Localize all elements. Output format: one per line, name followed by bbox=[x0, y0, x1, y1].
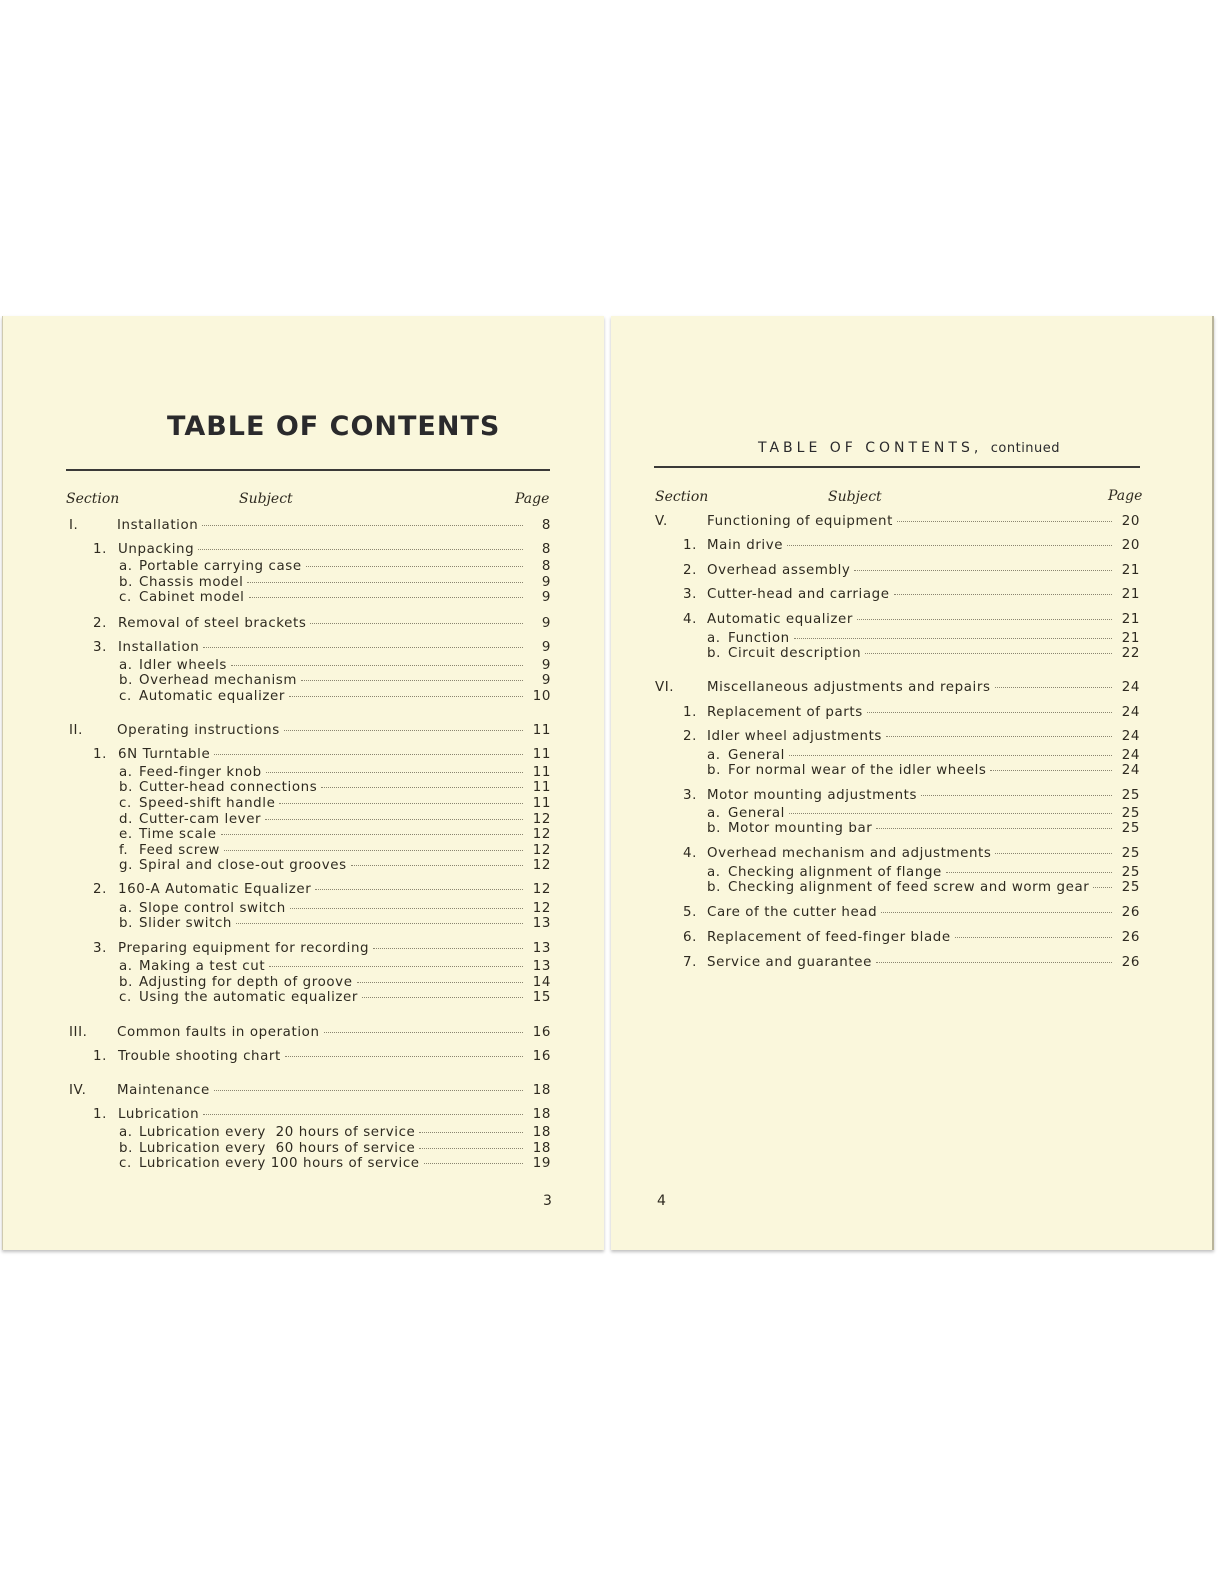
toc-entry-title: Motor mounting bar bbox=[728, 821, 873, 836]
toc-entry-title: Adjusting for depth of groove bbox=[139, 975, 353, 990]
toc-entry-number: 6. bbox=[683, 930, 697, 945]
toc-entry bbox=[119, 575, 551, 590]
toc-entry-page: 11 bbox=[532, 765, 551, 780]
toc-entry-page: 21 bbox=[1121, 587, 1140, 602]
toc-entry bbox=[707, 763, 1140, 778]
toc-entry bbox=[69, 1083, 551, 1098]
dot-leader bbox=[214, 754, 523, 755]
dot-leader bbox=[214, 1090, 523, 1091]
toc-entry bbox=[683, 788, 1140, 803]
toc-entry-title: Miscellaneous adjustments and repairs bbox=[707, 680, 991, 695]
toc-entry-page: 18 bbox=[532, 1083, 551, 1098]
toc-entry-title: Trouble shooting chart bbox=[118, 1049, 281, 1064]
toc-entry-page: 21 bbox=[1121, 563, 1140, 578]
dot-leader bbox=[269, 966, 523, 967]
dot-leader bbox=[289, 696, 523, 697]
toc-entry bbox=[93, 882, 551, 897]
toc-entry-title: Slope control switch bbox=[139, 901, 286, 916]
toc-entry-title: Maintenance bbox=[117, 1083, 210, 1098]
toc-entry-number: 3. bbox=[683, 587, 697, 602]
toc-entry-number: III. bbox=[69, 1025, 88, 1040]
dot-leader bbox=[881, 912, 1112, 913]
dot-leader bbox=[876, 828, 1112, 829]
toc-entry-number: 1. bbox=[93, 1049, 107, 1064]
toc-entry-number: 1. bbox=[93, 542, 107, 557]
toc-entry-page: 11 bbox=[532, 780, 551, 795]
toc-entry bbox=[119, 843, 551, 858]
toc-entry-title: Overhead assembly bbox=[707, 563, 851, 578]
toc-entry bbox=[93, 1049, 551, 1064]
toc-entry-page: 25 bbox=[1121, 880, 1140, 895]
toc-entry-number: a. bbox=[119, 1125, 133, 1140]
right-page bbox=[611, 316, 1214, 1250]
toc-entry-number: II. bbox=[69, 723, 83, 738]
toc-entry bbox=[119, 812, 551, 827]
toc-entry-page: 18 bbox=[532, 1107, 551, 1122]
toc-entry-title: Overhead mechanism bbox=[139, 673, 298, 688]
toc-entry bbox=[707, 880, 1140, 895]
page-header: Page bbox=[1108, 488, 1143, 504]
toc-entry-page: 26 bbox=[1121, 955, 1140, 970]
dot-leader bbox=[419, 1132, 523, 1133]
toc-entry-title: Speed-shift handle bbox=[139, 796, 276, 811]
toc-entry bbox=[119, 780, 551, 795]
toc-entry-number: 2. bbox=[683, 729, 697, 744]
toc-entry-page: 9 bbox=[541, 575, 551, 590]
dot-leader bbox=[315, 889, 523, 890]
toc-entry bbox=[119, 1141, 551, 1156]
dot-leader bbox=[224, 850, 523, 851]
toc-entry bbox=[69, 518, 551, 533]
toc-entry-page: 19 bbox=[532, 1156, 551, 1171]
toc-entry-title: Portable carrying case bbox=[139, 559, 302, 574]
toc-entry-title: Preparing equipment for recording bbox=[118, 941, 370, 956]
toc-entry-page: 25 bbox=[1121, 821, 1140, 836]
toc-entry bbox=[707, 748, 1140, 763]
toc-entry-page: 9 bbox=[541, 673, 551, 688]
toc-entry-number: IV. bbox=[69, 1083, 87, 1098]
toc-entry bbox=[93, 616, 551, 631]
toc-entry-number: b. bbox=[707, 646, 721, 661]
toc-entry-page: 24 bbox=[1121, 680, 1140, 695]
toc-entry-title: Lubrication every 20 hours of service bbox=[139, 1125, 416, 1140]
toc-entry-number: g. bbox=[119, 858, 133, 873]
toc-entry-title: General bbox=[728, 806, 785, 821]
toc-entry-number: a. bbox=[119, 901, 133, 916]
toc-entry-title: Lubrication every 60 hours of service bbox=[139, 1141, 416, 1156]
toc-entry-page: 13 bbox=[532, 916, 551, 931]
toc-entry-number: c. bbox=[119, 590, 132, 605]
header-rule bbox=[66, 469, 550, 471]
toc-entry-title: Automatic equalizer bbox=[707, 612, 853, 627]
toc-entry-page: 24 bbox=[1121, 763, 1140, 778]
toc-entry-title: Replacement of feed-finger blade bbox=[707, 930, 951, 945]
toc-entry-title: Feed-finger knob bbox=[139, 765, 262, 780]
header-rule bbox=[654, 466, 1140, 468]
toc-entry bbox=[119, 959, 551, 974]
toc-entry-title: General bbox=[728, 748, 785, 763]
toc-entry-page: 14 bbox=[532, 975, 551, 990]
toc-entry-number: 1. bbox=[683, 538, 697, 553]
toc-entry-title: For normal wear of the idler wheels bbox=[728, 763, 987, 778]
toc-entry-title: Chassis model bbox=[139, 575, 244, 590]
toc-entry-number: b. bbox=[707, 763, 721, 778]
dot-leader bbox=[266, 772, 523, 773]
toc-entry-number: VI. bbox=[655, 680, 675, 695]
toc-entry-number: b. bbox=[707, 880, 721, 895]
toc-entry bbox=[119, 796, 551, 811]
toc-entry bbox=[683, 587, 1140, 602]
toc-entry-page: 12 bbox=[532, 882, 551, 897]
toc-entry-number: c. bbox=[119, 796, 132, 811]
toc-entry-page: 16 bbox=[532, 1025, 551, 1040]
toc-entry-number: V. bbox=[655, 514, 668, 529]
toc-entry bbox=[683, 538, 1140, 553]
toc-entry-page: 11 bbox=[532, 747, 551, 762]
toc-entry-page: 16 bbox=[532, 1049, 551, 1064]
toc-entry bbox=[119, 858, 551, 873]
toc-entry bbox=[93, 640, 551, 655]
toc-entry-title: Time scale bbox=[139, 827, 217, 842]
dot-leader bbox=[857, 619, 1112, 620]
toc-entry-page: 9 bbox=[541, 658, 551, 673]
dot-leader bbox=[789, 813, 1112, 814]
toc-entry-number: b. bbox=[119, 575, 133, 590]
toc-entry-page: 8 bbox=[541, 518, 551, 533]
toc-entry-title: Idler wheels bbox=[139, 658, 227, 673]
toc-entry-title: Cutter-head and carriage bbox=[707, 587, 890, 602]
dot-leader bbox=[284, 730, 523, 731]
toc-entry-page: 25 bbox=[1121, 865, 1140, 880]
toc-entry-page: 25 bbox=[1121, 846, 1140, 861]
toc-entry-page: 12 bbox=[532, 901, 551, 916]
toc-entry bbox=[119, 673, 551, 688]
dot-leader bbox=[306, 566, 523, 567]
toc-entry bbox=[119, 901, 551, 916]
toc-entry-title: Idler wheel adjustments bbox=[707, 729, 882, 744]
toc-entry-number: d. bbox=[119, 812, 133, 827]
toc-entry-number: a. bbox=[707, 631, 721, 646]
dot-leader bbox=[894, 594, 1112, 595]
toc-entry-number: 1. bbox=[683, 705, 697, 720]
dot-leader bbox=[203, 1114, 523, 1115]
dot-leader bbox=[373, 948, 523, 949]
toc-entry-number: a. bbox=[119, 559, 133, 574]
title-continued: continued bbox=[990, 441, 1061, 456]
toc-entry-title: Removal of steel brackets bbox=[118, 616, 307, 631]
dot-leader bbox=[321, 787, 523, 788]
toc-entry-page: 24 bbox=[1121, 705, 1140, 720]
toc-entry bbox=[707, 821, 1140, 836]
dot-leader bbox=[865, 653, 1112, 654]
toc-entry-title: Care of the cutter head bbox=[707, 905, 878, 920]
dot-leader bbox=[362, 997, 523, 998]
toc-entry-page: 15 bbox=[532, 990, 551, 1005]
toc-entry-title: Checking alignment of feed screw and worm gear bbox=[728, 880, 1090, 895]
toc-entry-page: 12 bbox=[532, 858, 551, 873]
dot-leader bbox=[290, 908, 523, 909]
toc-entry-page: 12 bbox=[532, 812, 551, 827]
dot-leader bbox=[351, 865, 523, 866]
toc-entry-number: 3. bbox=[93, 941, 107, 956]
dot-leader bbox=[867, 712, 1112, 713]
toc-entry-page: 10 bbox=[532, 689, 551, 704]
dot-leader bbox=[897, 521, 1112, 522]
toc-entry-title: Using the automatic equalizer bbox=[139, 990, 358, 1005]
toc-entry-title: Function bbox=[728, 631, 790, 646]
toc-entry-page: 13 bbox=[532, 959, 551, 974]
toc-entry-title: Service and guarantee bbox=[707, 955, 872, 970]
dot-leader bbox=[247, 582, 523, 583]
dot-leader bbox=[990, 770, 1112, 771]
toc-entry-number: I. bbox=[69, 518, 79, 533]
toc-entry bbox=[707, 865, 1140, 880]
toc-entry-number: b. bbox=[119, 780, 133, 795]
dot-leader bbox=[419, 1148, 523, 1149]
toc-entry bbox=[655, 680, 1140, 695]
toc-entry bbox=[683, 729, 1140, 744]
section-header: Section bbox=[655, 489, 709, 505]
toc-entry-number: b. bbox=[119, 916, 133, 931]
toc-entry-page: 26 bbox=[1121, 905, 1140, 920]
subject-header: Subject bbox=[239, 491, 293, 507]
toc-entry-title: Unpacking bbox=[118, 542, 195, 557]
book-spread bbox=[0, 316, 1224, 1256]
page-number: 4 bbox=[657, 1193, 666, 1209]
toc-entry-number: 3. bbox=[93, 640, 107, 655]
toc-entry-page: 18 bbox=[532, 1125, 551, 1140]
toc-entry bbox=[119, 990, 551, 1005]
dot-leader bbox=[789, 755, 1112, 756]
toc-entry-title: Common faults in operation bbox=[117, 1025, 320, 1040]
toc-entry-page: 25 bbox=[1121, 806, 1140, 821]
dot-leader bbox=[231, 665, 523, 666]
toc-entry bbox=[683, 930, 1140, 945]
toc-entry-title: 160-A Automatic Equalizer bbox=[118, 882, 312, 897]
toc-entry bbox=[655, 514, 1140, 529]
toc-entry bbox=[683, 563, 1140, 578]
toc-entry bbox=[119, 590, 551, 605]
toc-entry-number: a. bbox=[119, 959, 133, 974]
dot-leader bbox=[946, 872, 1112, 873]
toc-entry-number: b. bbox=[119, 1141, 133, 1156]
dot-leader bbox=[1093, 887, 1112, 888]
toc-entry-title: Spiral and close-out grooves bbox=[139, 858, 347, 873]
toc-entry-title: Overhead mechanism and adjustments bbox=[707, 846, 992, 861]
dot-leader bbox=[424, 1163, 523, 1164]
toc-entry-page: 24 bbox=[1121, 748, 1140, 763]
toc-entry-number: b. bbox=[119, 975, 133, 990]
dot-leader bbox=[955, 937, 1112, 938]
toc-entry-title: Checking alignment of flange bbox=[728, 865, 942, 880]
toc-entry-number: 1. bbox=[93, 1107, 107, 1122]
toc-entry-title: Installation bbox=[118, 640, 200, 655]
toc-entry-number: a. bbox=[707, 865, 721, 880]
page-header: Page bbox=[515, 491, 550, 507]
dot-leader bbox=[921, 795, 1112, 796]
toc-entry-number: 5. bbox=[683, 905, 697, 920]
dot-leader bbox=[876, 962, 1112, 963]
page-title bbox=[758, 440, 1060, 456]
toc-entry bbox=[69, 723, 551, 738]
toc-entry-page: 24 bbox=[1121, 729, 1140, 744]
toc-entry-number: 3. bbox=[683, 788, 697, 803]
toc-entry bbox=[69, 1025, 551, 1040]
dot-leader bbox=[249, 597, 523, 598]
dot-leader bbox=[995, 687, 1112, 688]
toc-entry-page: 8 bbox=[541, 559, 551, 574]
dot-leader bbox=[886, 736, 1112, 737]
toc-entry-page: 9 bbox=[541, 640, 551, 655]
toc-entry bbox=[119, 1156, 551, 1171]
dot-leader bbox=[265, 819, 523, 820]
toc-entry bbox=[683, 905, 1140, 920]
toc-entry-page: 8 bbox=[541, 542, 551, 557]
toc-entry bbox=[707, 646, 1140, 661]
toc-entry bbox=[93, 941, 551, 956]
toc-entry-page: 20 bbox=[1121, 538, 1140, 553]
dot-leader bbox=[787, 545, 1112, 546]
toc-entry-number: a. bbox=[707, 748, 721, 763]
toc-entry-page: 21 bbox=[1121, 631, 1140, 646]
toc-entry-page: 12 bbox=[532, 843, 551, 858]
toc-entry bbox=[683, 612, 1140, 627]
toc-entry bbox=[683, 705, 1140, 720]
toc-entry-title: Installation bbox=[117, 518, 199, 533]
toc-entry-title: Feed screw bbox=[139, 843, 220, 858]
toc-entry bbox=[119, 689, 551, 704]
toc-entry-page: 12 bbox=[532, 827, 551, 842]
toc-entry-number: 1. bbox=[93, 747, 107, 762]
toc-entry bbox=[93, 747, 551, 762]
toc-entry bbox=[119, 975, 551, 990]
toc-entry-page: 26 bbox=[1121, 930, 1140, 945]
toc-entry-title: Functioning of equipment bbox=[707, 514, 893, 529]
toc-entry-number: e. bbox=[119, 827, 133, 842]
toc-entry-number: a. bbox=[707, 806, 721, 821]
toc-entry bbox=[707, 631, 1140, 646]
toc-entry-title: Circuit description bbox=[728, 646, 862, 661]
toc-entry-title: Lubrication every 100 hours of service bbox=[139, 1156, 420, 1171]
toc-entry-title: Motor mounting adjustments bbox=[707, 788, 918, 803]
toc-entry bbox=[119, 559, 551, 574]
toc-entry-number: 4. bbox=[683, 846, 697, 861]
page-number: 3 bbox=[543, 1193, 552, 1209]
dot-leader bbox=[202, 525, 523, 526]
dot-leader bbox=[301, 680, 523, 681]
toc-entry-number: 7. bbox=[683, 955, 697, 970]
dot-leader bbox=[221, 834, 523, 835]
toc-entry-number: b. bbox=[119, 673, 133, 688]
toc-entry-page: 18 bbox=[532, 1141, 551, 1156]
toc-entry-page: 11 bbox=[532, 723, 551, 738]
toc-entry-number: c. bbox=[119, 990, 132, 1005]
dot-leader bbox=[995, 853, 1112, 854]
toc-entry-title: Lubrication bbox=[118, 1107, 200, 1122]
dot-leader bbox=[279, 803, 523, 804]
toc-entry-page: 20 bbox=[1121, 514, 1140, 529]
toc-entry-title: Slider switch bbox=[139, 916, 232, 931]
toc-entry-number: 4. bbox=[683, 612, 697, 627]
toc-entry-title: Main drive bbox=[707, 538, 784, 553]
subject-header: Subject bbox=[828, 489, 882, 505]
dot-leader bbox=[198, 549, 523, 550]
toc-entry-number: f. bbox=[119, 843, 129, 858]
toc-entry-title: Cabinet model bbox=[139, 590, 245, 605]
dot-leader bbox=[794, 638, 1112, 639]
dot-leader bbox=[324, 1032, 523, 1033]
toc-entry bbox=[93, 542, 551, 557]
toc-entry-page: 25 bbox=[1121, 788, 1140, 803]
toc-entry-page: 21 bbox=[1121, 612, 1140, 627]
toc-entry-number: c. bbox=[119, 689, 132, 704]
toc-entry-title: Cutter-head connections bbox=[139, 780, 318, 795]
page-title: TABLE OF CONTENTS bbox=[167, 411, 501, 442]
toc-entry bbox=[683, 846, 1140, 861]
toc-entry-number: 2. bbox=[93, 882, 107, 897]
toc-entry-title: Replacement of parts bbox=[707, 705, 863, 720]
toc-entry-number: a. bbox=[119, 765, 133, 780]
toc-entry-page: 9 bbox=[541, 590, 551, 605]
toc-entry-page: 11 bbox=[532, 796, 551, 811]
toc-entry-title: Operating instructions bbox=[117, 723, 280, 738]
toc-entry-page: 9 bbox=[541, 616, 551, 631]
toc-entry bbox=[683, 955, 1140, 970]
toc-entry bbox=[119, 658, 551, 673]
toc-entry bbox=[119, 1125, 551, 1140]
toc-entry bbox=[119, 765, 551, 780]
dot-leader bbox=[357, 982, 523, 983]
dot-leader bbox=[236, 923, 523, 924]
toc-entry-number: a. bbox=[119, 658, 133, 673]
toc-entry-number: c. bbox=[119, 1156, 132, 1171]
section-header: Section bbox=[66, 491, 120, 507]
left-page bbox=[2, 316, 604, 1250]
toc-entry bbox=[119, 827, 551, 842]
dot-leader bbox=[203, 647, 523, 648]
toc-entry-page: 22 bbox=[1121, 646, 1140, 661]
toc-entry-number: 2. bbox=[93, 616, 107, 631]
toc-entry-number: b. bbox=[707, 821, 721, 836]
dot-leader bbox=[310, 623, 523, 624]
toc-entry-title: Automatic equalizer bbox=[139, 689, 285, 704]
toc-entry bbox=[119, 916, 551, 931]
dot-leader bbox=[854, 570, 1112, 571]
toc-entry-number: 2. bbox=[683, 563, 697, 578]
toc-entry bbox=[707, 806, 1140, 821]
toc-entry-title: Making a test cut bbox=[139, 959, 266, 974]
dot-leader bbox=[285, 1056, 523, 1057]
toc-entry-title: 6N Turntable bbox=[118, 747, 211, 762]
toc-entry bbox=[93, 1107, 551, 1122]
title-text: TABLE OF CONTENTS, bbox=[758, 440, 983, 456]
toc-entry-title: Cutter-cam lever bbox=[139, 812, 262, 827]
toc-entry-page: 13 bbox=[532, 941, 551, 956]
